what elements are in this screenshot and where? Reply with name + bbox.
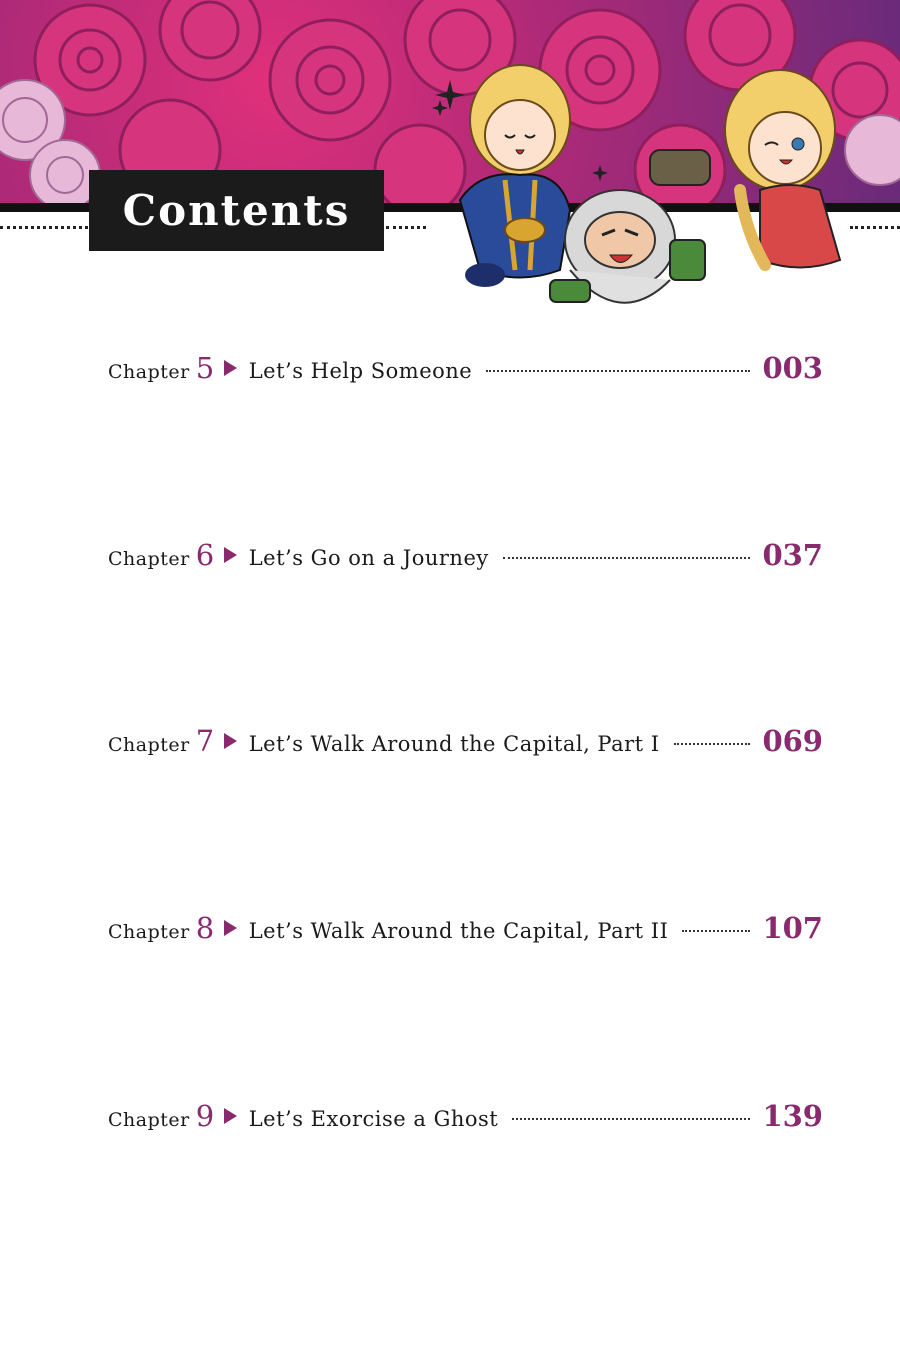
page-number: 107 [762, 911, 823, 945]
triangle-arrow-icon [224, 547, 237, 563]
elf-red-dress [725, 70, 840, 268]
triangle-arrow-icon [224, 920, 237, 936]
chapter-title: Let’s Walk Around the Capital, Part I [248, 732, 660, 756]
contents-title-box [89, 170, 384, 251]
triangle-arrow-icon [224, 733, 237, 749]
dot-leader [503, 557, 751, 559]
chapter-number: 9 [195, 1099, 215, 1133]
chapter-label: Chapter [108, 921, 190, 943]
page-number: 139 [762, 1099, 823, 1133]
chapter-label: Chapter [108, 1109, 190, 1131]
toc-entry[interactable] [108, 351, 823, 395]
chapter-label: Chapter [108, 734, 190, 756]
page-number: 037 [762, 538, 823, 572]
chibi-characters-icon [420, 60, 900, 330]
chapter-label: Chapter [108, 361, 190, 383]
chapter-title: Let’s Walk Around the Capital, Part II [248, 919, 669, 943]
triangle-arrow-icon [224, 360, 237, 376]
chapter-number: 5 [195, 351, 215, 385]
dotted-divider-left [0, 226, 88, 229]
chapter-number: 7 [195, 724, 215, 758]
toc-entry[interactable] [108, 911, 823, 955]
dot-leader [486, 370, 750, 372]
chapter-number: 8 [195, 911, 215, 945]
page-number: 069 [762, 724, 823, 758]
triangle-arrow-icon [224, 1108, 237, 1124]
chapter-number: 6 [195, 538, 215, 572]
dot-leader [512, 1118, 750, 1120]
dwarf-character [550, 150, 710, 303]
page-title: Contents [122, 186, 351, 235]
dot-leader [674, 743, 751, 745]
elf-blue-robe [460, 65, 570, 287]
toc-entry[interactable] [108, 538, 823, 582]
chapter-title: Let’s Help Someone [248, 359, 473, 383]
chapter-label: Chapter [108, 548, 190, 570]
toc-entry[interactable] [108, 1099, 823, 1143]
dot-leader [682, 930, 750, 932]
toc-entry[interactable] [108, 724, 823, 768]
chapter-title: Let’s Exorcise a Ghost [248, 1107, 499, 1131]
page-number: 003 [762, 351, 823, 385]
chapter-title: Let’s Go on a Journey [248, 546, 489, 570]
